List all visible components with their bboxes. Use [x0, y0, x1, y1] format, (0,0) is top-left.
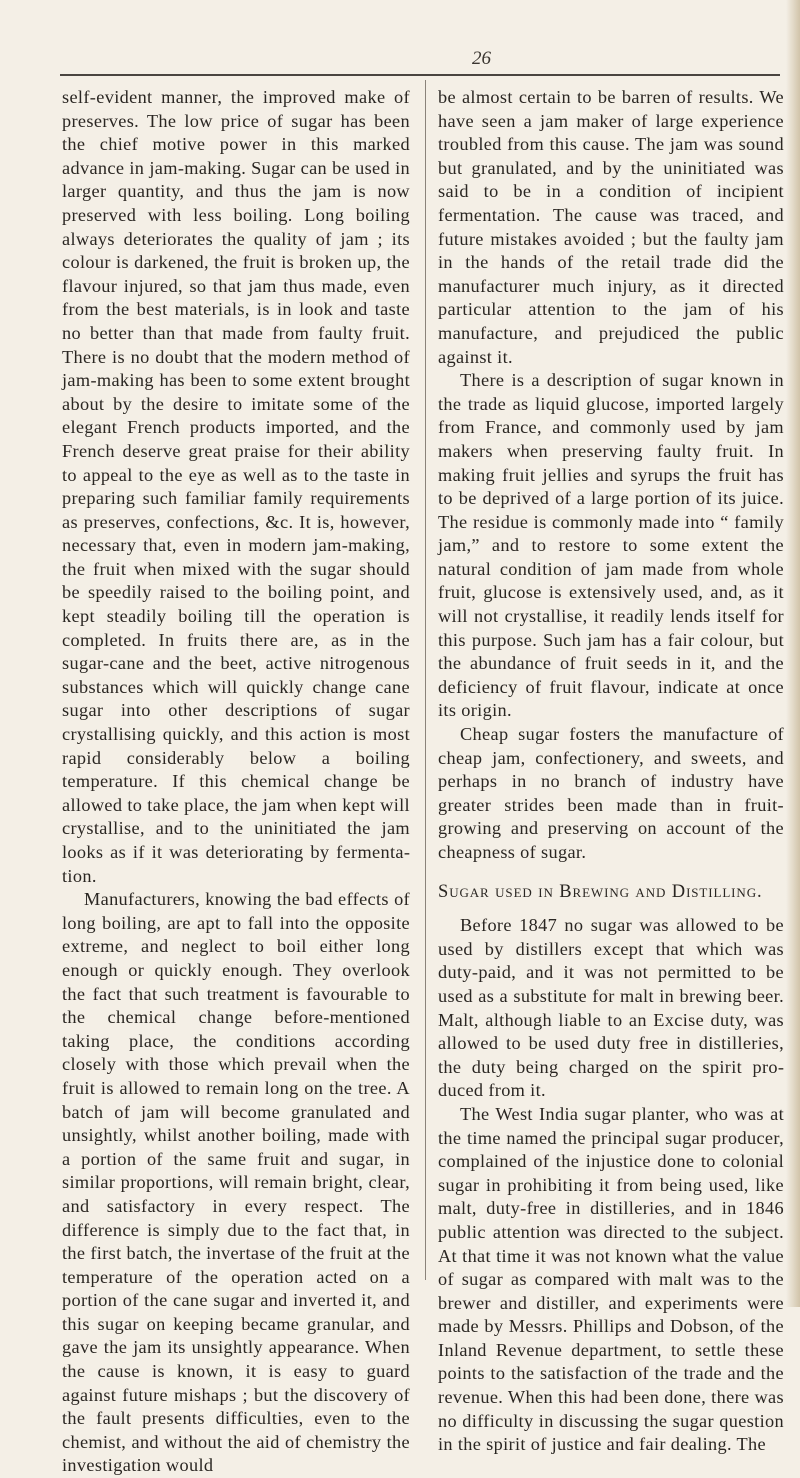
paragraph: Before 1847 no sugar was allowed to be used by distillers except that which was duty-paid, and it was not permitted to be used as a substitute for malt in brewing beer. Malt, although liable to an Excise duty, was allowed to be used duty free in distilleries, the duty being charged on the spirit produced from it. [438, 915, 784, 1101]
paragraph: Cheap sugar fosters the manufacture of cheap jam, confectionery, and sweets, and perhaps in no branch of industry have greater strides been made than in fruit-growing and preserving on account of the cheapness of sugar. [438, 724, 784, 862]
column-divider [425, 80, 426, 1280]
header-rule [60, 74, 780, 76]
paragraph: be almost certain to be barren of results. We have seen a jam maker of large experience troubled from this cause. The jam was sound but granulated, and by the uninitiated was said to be in a condition of incipient fermentation. The cause was traced, and future mistakes avoided ; but the faulty jam in the hands of the retail trade did the manufacturer much injury, as it directed particular attention to the jam of his manufacture, and prejudiced the public against it. [438, 87, 784, 367]
paragraph: self-evident manner, the improved make of preserves. The low price of sugar has been the chief motive power in this marked advance in jam-making. Sugar can be used in larger quantity, and thus the jam is now preserved with less boiling. Long boiling always deteriorates the quality of jam ; its colour is darkened, the fruit is broken up, the flavour injured, so that jam thus made, even from the best materials, is in look and taste no better than that made from faulty fruit. There is no doubt that the modern method of jam-making has been to some extent brought about by the desire to imitate some of the elegant French products imported, and the French deserve great praise for their ability to appeal to the eye as well as to the taste in preparing such familiar family requirements as preserves, confections, &c. It is, however, necessary that, even in modern jam-making, the fruit when mixed with the sugar should be speedily raised to the boiling point, and kept steadily boiling till the operation is completed. In fruits there are, as in the sugar-cane and the beet, active nitrogenous substances which will quickly change cane sugar into other descriptions of sugar crystallising quickly, and this action is most rapid considerably below a boiling temperature. If this chemical change be allowed to take place, the jam when kept will crystallise, and to the uninitiated the jam looks as if it was deteriorating by fermentation. [62, 87, 410, 886]
section-heading: Sugar used in Brewing and Distilling. [438, 881, 763, 902]
paragraph: The West India sugar planter, who was at the time named the principal sugar producer, complained of the injustice done to colonial sugar in prohibiting it from being used, like malt, duty-free in distilleries, and in 1846 public attention was directed to the subject. At that time it was not known what the value of sugar as compared with malt was to the brewer and distiller, and experiments were made by Messrs. Phillips and Dobson, of the Inland Revenue department, to settle these points to the satisfaction of the trade and the revenue. When this had been done, there was no difficulty in discussing the sugar question in the spirit of justice and fair dealing. The [438, 1103, 784, 1455]
paragraph: There is a description of sugar known in the trade as liquid glucose, imported largely from France, and commonly used by jam makers when preserving faulty fruit. In making fruit jellies and syrups the fruit has to be deprived of a large portion of its juice. The residue is commonly made into “ family jam,” and to restore to some extent the natural condition of jam made from whole fruit, glucose is extensively used, and, as it will not crystallise, it readily lends itself for this purpose. Such jam has a fair colour, but the abundance of fruit seeds in it, and the deficiency of fruit flavour, indicate at once its origin. [438, 370, 784, 721]
page-number: 26 [472, 48, 491, 69]
page-edge-shadow [786, 0, 800, 1307]
paragraph: Manufacturers, knowing the bad effects of long boiling, are apt to fall into the opposite extreme, and neglect to boil either long enough or quickly enough. They overlook the fact that such treatment is favourable to the chemical change before-mentioned taking place, the conditions according closely with those which prevail when the fruit is allowed to remain long on the tree. A batch of jam will become granulated and unsightly, whilst another boiling, made with a portion of the same fruit and sugar, in similar proportions, will remain bright, clear, and satisfactory in every respect. The difference is simply due to the fact that, in the first batch, the invertase of the fruit at the temperature of the operation acted on a portion of the cane sugar and inverted it, and this sugar on keeping became granular, and gave the jam its unsightly appearance. When the cause is known, it is easy to guard against future mishaps ; but the discovery of the fault presents difficulties, even to the chemist, and without the aid of chemistry the investigation would [62, 889, 410, 1476]
right-column [438, 86, 784, 1457]
left-column [62, 86, 410, 1478]
